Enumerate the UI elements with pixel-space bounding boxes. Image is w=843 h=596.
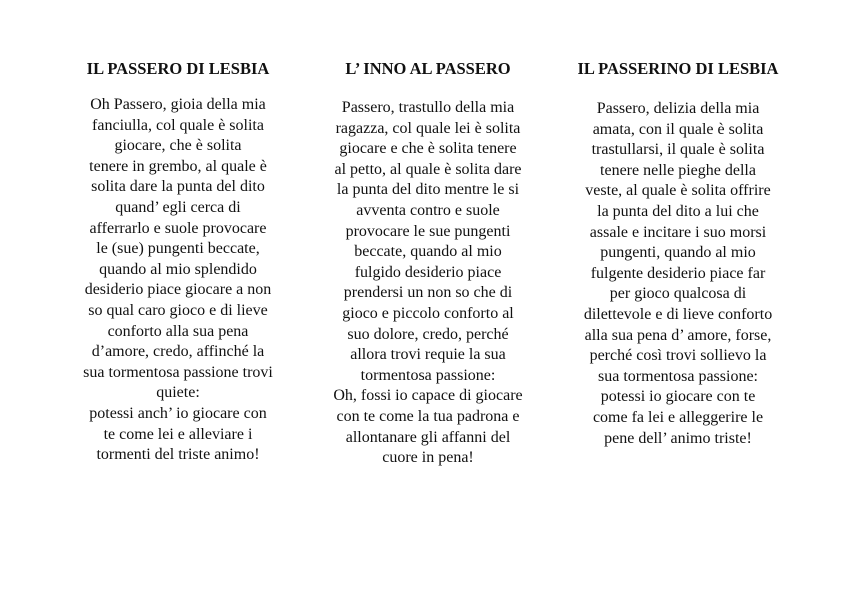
poem-line: Oh Passero, gioia della mia	[90, 96, 266, 113]
poem-line: fulgente desiderio piace far	[590, 264, 766, 282]
poem-line: la punta del dito a lui che	[597, 202, 759, 220]
poem-column-passerino-di-lesbia	[567, 58, 789, 449]
poem-line: desiderio piace giocare a non	[84, 281, 272, 299]
poem-line: conforto alla sua pena	[107, 322, 249, 340]
poem-title: IL PASSERINO DI LESBIA	[577, 59, 779, 78]
poem-line: afferrarlo e suole provocare	[89, 219, 267, 237]
poem-line: fulgido desiderio piace	[354, 263, 502, 281]
poem-line: Oh, fossi io capace di giocare	[333, 387, 523, 405]
poem-line: tormenti del triste animo!	[96, 446, 260, 464]
poem-line: alla sua pena d’ amore, forse,	[584, 326, 772, 344]
poem-text	[67, 95, 289, 466]
poem-line: dilettevole e di lieve conforto	[583, 305, 773, 323]
poem-line: pene dell’ animo triste!	[604, 429, 752, 447]
poem-line: sua tormentosa passione:	[598, 367, 758, 385]
poem-line: potessi anch’ io giocare con	[89, 404, 267, 422]
poem-line: al petto, al quale è solita dare	[334, 160, 522, 178]
poem-line: pungenti, quando al mio	[600, 244, 756, 262]
poem-title: L’ INNO AL PASSERO	[345, 59, 511, 78]
poem-line: ragazza, col quale lei è solita	[335, 119, 521, 137]
poem-line: avventa contro e suole	[356, 201, 500, 219]
poem-line: tormentosa passione:	[360, 366, 496, 384]
poem-line: perché così trovi sollievo la	[589, 347, 767, 365]
poem-line: te come lei e alleviare i	[103, 425, 253, 443]
poem-line: le (sue) pungenti beccate,	[96, 240, 260, 258]
poem-line: beccate, quando al mio	[354, 243, 502, 261]
poem-text	[317, 98, 539, 469]
poem-line: allontanare gli affanni del	[345, 428, 511, 446]
poem-line: fanciulla, col quale è solita	[92, 116, 264, 134]
poem-line: Passero, delizia della mia	[596, 100, 760, 117]
poem-line: so qual caro gioco e di lieve	[88, 301, 268, 319]
poem-line: prendersi un non so che di	[343, 284, 513, 302]
poem-line: provocare le sue pungenti	[345, 222, 511, 240]
poem-line: suo dolore, credo, perché	[347, 325, 509, 343]
poem-line: solita dare la punta del dito	[91, 178, 265, 196]
poem-line: per gioco qualcosa di	[609, 285, 747, 303]
poem-line: assale e incitare i suo morsi	[589, 223, 767, 241]
poem-line: sua tormentosa passione trovi	[83, 363, 273, 381]
poem-title: IL PASSERO DI LESBIA	[86, 59, 270, 78]
poem-column-inno-al-passero	[317, 58, 539, 469]
poem-line: quiete:	[156, 384, 200, 402]
poem-column-passero-di-lesbia	[67, 58, 289, 466]
poem-line: quand’ egli cerca di	[115, 198, 241, 216]
poem-line: gioco e piccolo conforto al	[342, 304, 514, 322]
poem-line: allora trovi requie la sua	[350, 346, 506, 364]
poem-line: tenere nelle pieghe della	[600, 161, 756, 179]
poem-line: la punta del dito mentre le si	[336, 181, 520, 199]
poem-line: giocare e che è solita tenere	[339, 140, 517, 158]
poem-line: veste, al quale è solita offrire	[585, 182, 771, 200]
poem-line: potessi io giocare con te	[600, 388, 756, 406]
poem-line: quando al mio splendido	[99, 260, 257, 278]
poem-line: d’amore, credo, affinché la	[91, 343, 265, 361]
poem-line: giocare, che è solita	[114, 137, 242, 155]
poem-line: amata, con il quale è solita	[592, 120, 764, 138]
poem-line: come fa lei e alleggerire le	[592, 408, 764, 426]
poem-line: con te come la tua padrona e	[336, 407, 520, 425]
poem-line: Passero, trastullo della mia	[341, 99, 515, 116]
poem-line: tenere in grembo, al quale è	[89, 157, 267, 175]
poem-line: cuore in pena!	[382, 449, 474, 467]
poem-text	[567, 99, 789, 449]
poem-line: trastullarsi, il quale è solita	[591, 141, 765, 159]
